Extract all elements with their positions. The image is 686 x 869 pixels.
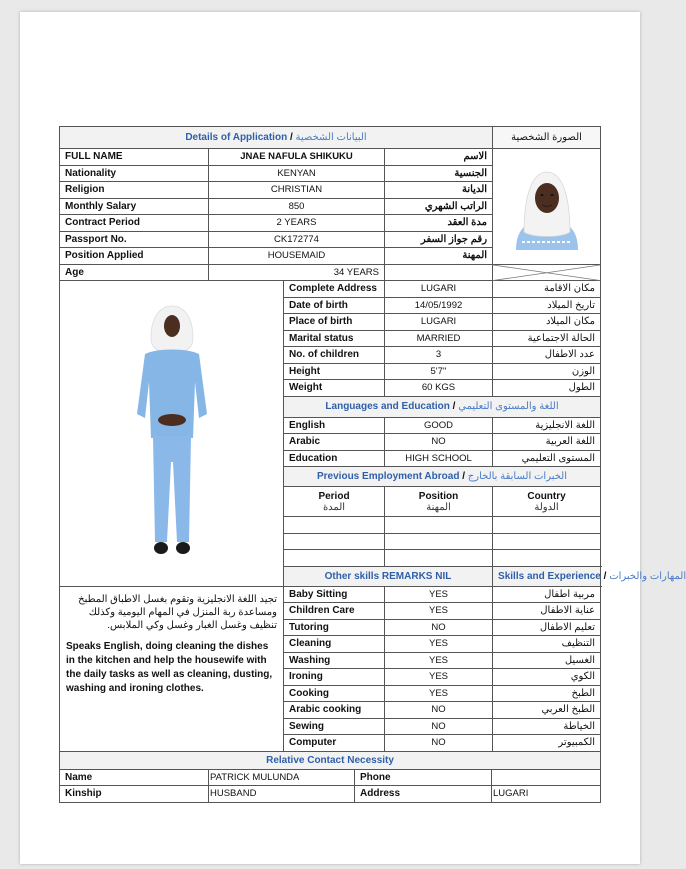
nationality-ar: الجنسية bbox=[385, 165, 493, 182]
skill-ar: الخياطة bbox=[493, 718, 601, 735]
skill-value: NO bbox=[385, 735, 493, 752]
address-label: Complete Address bbox=[284, 281, 385, 298]
other-skills-remarks bbox=[60, 586, 284, 751]
relative-name-value: PATRICK MULUNDA bbox=[209, 769, 355, 786]
height-value: 5'7'' bbox=[385, 363, 493, 380]
languages-title: Languages and Education bbox=[325, 401, 450, 412]
photo-label: الصورة الشخصية bbox=[493, 127, 601, 149]
position-label: Position Applied bbox=[60, 248, 209, 265]
age-label: Age bbox=[60, 264, 209, 281]
children-ar: عدد الاطفال bbox=[493, 347, 601, 364]
relative-header: Relative Contact Necessity bbox=[60, 751, 601, 769]
education-value: HIGH SCHOOL bbox=[385, 450, 493, 467]
skills-title-ar: المهارات والخبرات bbox=[609, 570, 686, 582]
children-value: 3 bbox=[385, 347, 493, 364]
nationality-label: Nationality bbox=[60, 165, 209, 182]
pob-ar: مكان الميلاد bbox=[493, 314, 601, 331]
arabic-ar: اللغة العربية bbox=[493, 434, 601, 451]
relative-kinship-value: HUSBAND bbox=[209, 786, 355, 803]
position-ar: المهنة bbox=[385, 248, 493, 265]
languages-header: Languages and Education / اللغة والمستوى التعليمي bbox=[284, 396, 601, 417]
period-header: Period المدة bbox=[284, 487, 385, 517]
marital-label: Marital status bbox=[284, 330, 385, 347]
english-label: English bbox=[284, 417, 385, 434]
skill-label: Cleaning bbox=[284, 636, 385, 653]
position-value: HOUSEMAID bbox=[209, 248, 385, 265]
full-body-figure-icon bbox=[117, 302, 227, 564]
employment-header: Previous Employment Abroad / الخبرات السابقة بالخارج bbox=[284, 467, 601, 487]
skill-value: YES bbox=[385, 652, 493, 669]
english-ar: اللغة الانجليزية bbox=[493, 417, 601, 434]
relative-phone-label: Phone bbox=[355, 769, 492, 786]
cross-lines bbox=[493, 265, 600, 281]
crossed-cell bbox=[493, 264, 601, 281]
document-page bbox=[20, 12, 686, 864]
english-value: GOOD bbox=[385, 417, 493, 434]
skill-label: Cooking bbox=[284, 685, 385, 702]
portrait-icon bbox=[510, 162, 584, 250]
pob-label: Place of birth bbox=[284, 314, 385, 331]
salary-value: 850 bbox=[209, 198, 385, 215]
other-skills-header: Other skills REMARKS NIL bbox=[284, 566, 493, 586]
skill-value: YES bbox=[385, 603, 493, 620]
details-header: Details of Application / البيانات الشخصية bbox=[60, 127, 493, 149]
skill-label: Sewing bbox=[284, 718, 385, 735]
skill-label: Washing bbox=[284, 652, 385, 669]
skill-ar: الغسيل bbox=[493, 652, 601, 669]
skill-ar: عناية الاطفال bbox=[493, 603, 601, 620]
passport-value: CK172774 bbox=[209, 231, 385, 248]
nationality-value: KENYAN bbox=[209, 165, 385, 182]
skills-title: Skills and Experience bbox=[498, 570, 601, 582]
skill-label: Computer bbox=[284, 735, 385, 752]
country-header: Country الدولة bbox=[493, 487, 601, 517]
salary-label: Monthly Salary bbox=[60, 198, 209, 215]
relative-kinship-label: Kinship bbox=[60, 786, 209, 803]
religion-label: Religion bbox=[60, 182, 209, 199]
relative-address-label: Address bbox=[355, 786, 492, 803]
passport-label: Passport No. bbox=[60, 231, 209, 248]
education-ar: المستوى التعليمي bbox=[493, 450, 601, 467]
employment-title-ar: الخبرات السابقة بالخارج bbox=[467, 471, 568, 482]
skill-label: Arabic cooking bbox=[284, 702, 385, 719]
skill-ar: الكوي bbox=[493, 669, 601, 686]
remarks-english: Speaks English, doing cleaning the dishes in the kitchen and help the housewife with the daily tasks as well as cleaning, dusting, washing and ironing clothes. bbox=[66, 640, 273, 694]
religion-value: CHRISTIAN bbox=[209, 182, 385, 199]
salary-ar: الراتب الشهري bbox=[385, 198, 493, 215]
application-table bbox=[59, 126, 686, 770]
passport-photo bbox=[493, 149, 601, 265]
arabic-value: NO bbox=[385, 434, 493, 451]
full-name-ar: الاسم bbox=[385, 149, 493, 166]
languages-title-ar: اللغة والمستوى التعليمي bbox=[458, 401, 559, 412]
skill-label: Baby Sitting bbox=[284, 586, 385, 603]
skill-value: NO bbox=[385, 702, 493, 719]
arabic-label: Arabic bbox=[284, 434, 385, 451]
weight-ar: الطول bbox=[493, 380, 601, 397]
dob-value: 14/05/1992 bbox=[385, 297, 493, 314]
details-title-ar: البيانات الشخصية bbox=[295, 132, 367, 143]
full-name-value: JNAE NAFULA SHIKUKU bbox=[209, 149, 385, 166]
skill-value: YES bbox=[385, 586, 493, 603]
weight-value: 60 KGS bbox=[385, 380, 493, 397]
weight-label: Weight bbox=[284, 380, 385, 397]
relative-address-value: LUGARI bbox=[492, 786, 601, 803]
skill-label: Tutoring bbox=[284, 619, 385, 636]
address-ar: مكان الاقامة bbox=[493, 281, 601, 298]
skill-label: Ironing bbox=[284, 669, 385, 686]
full-body-photo bbox=[60, 281, 284, 587]
employment-position-header: Position المهنة bbox=[385, 487, 493, 517]
skill-ar: الطبخ العربي bbox=[493, 702, 601, 719]
dob-label: Date of birth bbox=[284, 297, 385, 314]
relative-name-label: Name bbox=[60, 769, 209, 786]
children-label: No. of children bbox=[284, 347, 385, 364]
skill-label: Children Care bbox=[284, 603, 385, 620]
application-form bbox=[59, 126, 686, 803]
skill-ar: تعليم الاطفال bbox=[493, 619, 601, 636]
skill-value: YES bbox=[385, 669, 493, 686]
religion-ar: الديانة bbox=[385, 182, 493, 199]
contract-ar: مدة العقد bbox=[385, 215, 493, 232]
marital-value: MARRIED bbox=[385, 330, 493, 347]
skill-value: NO bbox=[385, 619, 493, 636]
skill-value: YES bbox=[385, 636, 493, 653]
contract-label: Contract Period bbox=[60, 215, 209, 232]
height-label: Height bbox=[284, 363, 385, 380]
address-value: LUGARI bbox=[385, 281, 493, 298]
details-title: Details of Application bbox=[185, 132, 288, 143]
height-ar: الوزن bbox=[493, 363, 601, 380]
skill-value: NO bbox=[385, 718, 493, 735]
relative-phone-value bbox=[492, 769, 601, 786]
contract-value: 2 YEARS bbox=[209, 215, 385, 232]
passport-ar: رقم جواز السفر bbox=[385, 231, 493, 248]
skill-ar: الكمبيوتر bbox=[493, 735, 601, 752]
education-label: Education bbox=[284, 450, 385, 467]
dob-ar: تاريخ الميلاد bbox=[493, 297, 601, 314]
marital-ar: الحالة الاجتماعية bbox=[493, 330, 601, 347]
remarks-arabic: تجيد اللغة الانجليزية وتقوم بغسل الاطباق المطبخ ومساعدة ربة المنزل في المهام اليومية وكذلك تنظيف وغسل الغبار وغسل وكي الملابس. bbox=[78, 593, 277, 631]
employment-title: Previous Employment Abroad bbox=[317, 471, 460, 482]
skills-header: Skills and Experience / المهارات والخبرات bbox=[493, 566, 601, 586]
skill-ar: التنظيف bbox=[493, 636, 601, 653]
skill-ar: مربية اطفال bbox=[493, 586, 601, 603]
skill-value: YES bbox=[385, 685, 493, 702]
full-name-label: FULL NAME bbox=[60, 149, 209, 166]
skill-ar: الطبخ bbox=[493, 685, 601, 702]
age-value: 34 YEARS bbox=[209, 264, 385, 281]
relative-table bbox=[59, 769, 601, 803]
pob-value: LUGARI bbox=[385, 314, 493, 331]
